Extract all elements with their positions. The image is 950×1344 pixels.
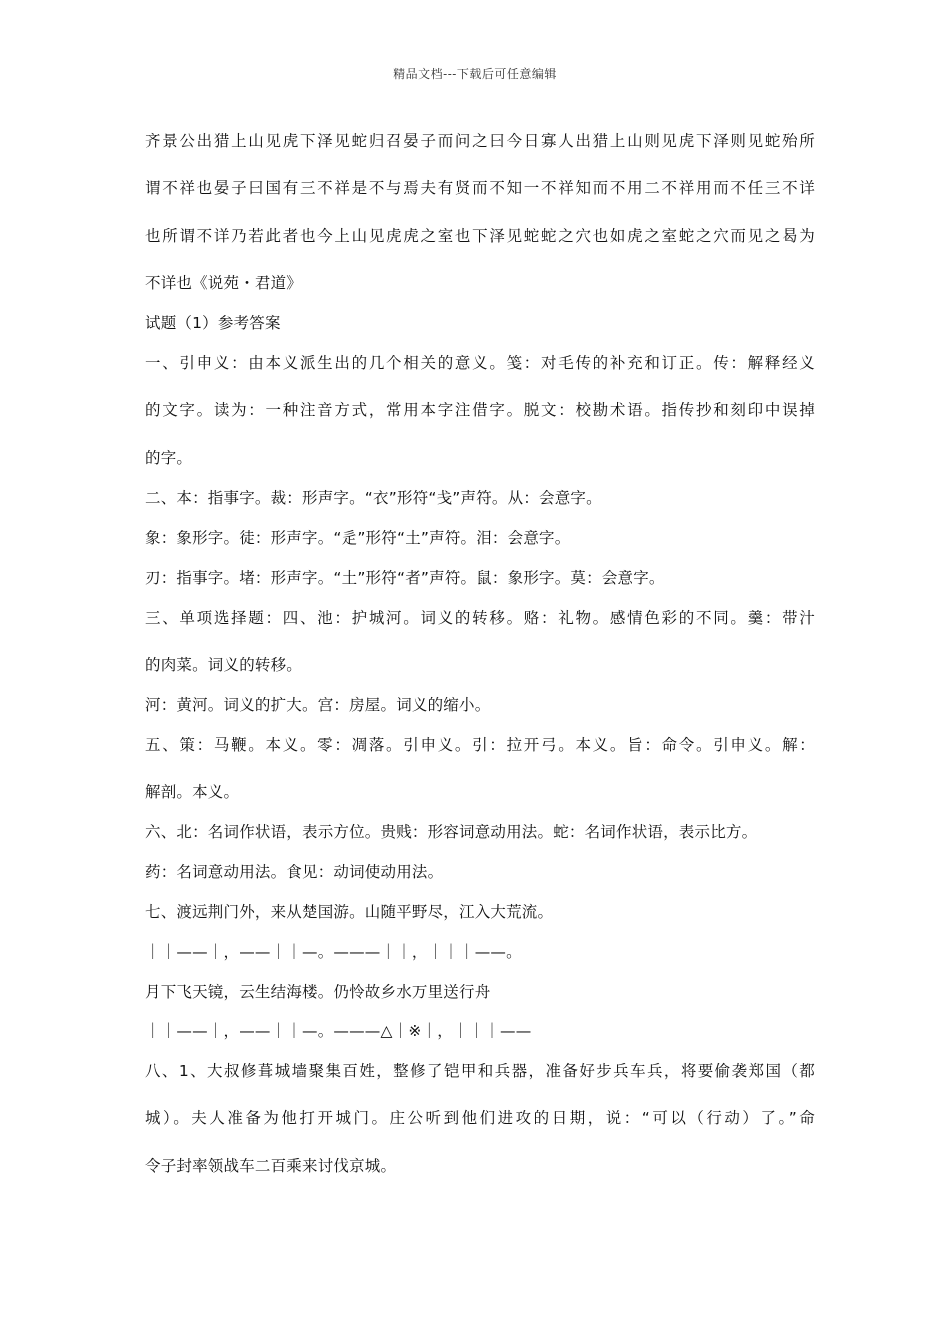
tone-pattern-line: ｜｜——｜，——｜｜—。———△｜※｜，｜｜｜—— [145, 1022, 532, 1040]
text-line: 的字。 [145, 449, 193, 467]
text-line: 五、策：马鞭。本义。零：凋落。引申义。引：拉开弓。本义。旨：命令。引申义。解： [145, 736, 815, 754]
text-line: 刃：指事字。堵：形声字。“土”形符“者”声符。鼠：象形字。莫：会意字。 [145, 569, 665, 587]
text-line: 河：黄河。词义的扩大。宫：房屋。词义的缩小。 [145, 696, 491, 714]
text-line: 解剖。本义。 [145, 783, 240, 801]
text-line: 谓不祥也晏子曰国有三不祥是不与焉夫有贤而不知一不祥知而不用二不祥用而不任三不详 [145, 179, 815, 197]
text-line: 齐景公出猎上山见虎下泽见蛇归召晏子而问之曰今日寡人出猎上山则见虎下泽则见蛇殆所 [145, 132, 815, 150]
text-line: 的文字。读为：一种注音方式，常用本字注借字。脱文：校勘术语。指传抄和刻印中误掉 [145, 401, 815, 419]
text-line: 月下飞天镜，云生结海楼。仍怜故乡水万里送行舟 [145, 983, 491, 1001]
text-line: 六、北：名词作状语，表示方位。贵贱：形容词意动用法。蛇：名词作状语，表示比方。 [145, 823, 758, 841]
text-line: 一、引申义：由本义派生出的几个相关的意义。笺：对毛传的补充和订正。传：解释经义 [145, 354, 815, 372]
text-line: 的肉菜。词义的转移。 [145, 656, 303, 674]
text-line: 令子封率领战车二百乘来讨伐京城。 [145, 1157, 397, 1175]
text-line: 药：名词意动用法。食见：动词使动用法。 [145, 863, 444, 881]
text-line: 七、渡远荆门外，来从楚国游。山随平野尽，江入大荒流。 [145, 903, 554, 921]
text-line: 八、1、大叔修葺城墙聚集百姓，整修了铠甲和兵器，准备好步兵车兵，将要偷袭郑国（都 [145, 1062, 815, 1080]
text-line: 三、单项选择题：四、池：护城河。词义的转移。赂：礼物。感情色彩的不同。羹：带汁 [145, 609, 815, 627]
text-line: 不详也《说苑・君道》 [145, 274, 303, 292]
section-title: 试题（1）参考答案 [145, 314, 281, 332]
text-line: 二、本：指事字。裁：形声字。“衣”形符“戋”声符。从：会意字。 [145, 489, 602, 507]
text-line: 城）。夫人准备为他打开城门。庄公听到他们进攻的日期，说：“可以（行动）了。”命 [145, 1109, 815, 1127]
tone-pattern-line: ｜｜——｜，——｜｜—。———｜｜，｜｜｜——。 [145, 943, 522, 961]
text-line: 也所谓不详乃若此者也今上山见虎虎之室也下泽见蛇蛇之穴也如虎之室蛇之穴而见之曷为 [145, 227, 815, 245]
text-line: 象：象形字。徒：形声字。“辵”形符“土”声符。泪：会意字。 [145, 529, 571, 547]
page-header: 精品文档---下载后可任意编辑 [393, 67, 557, 81]
